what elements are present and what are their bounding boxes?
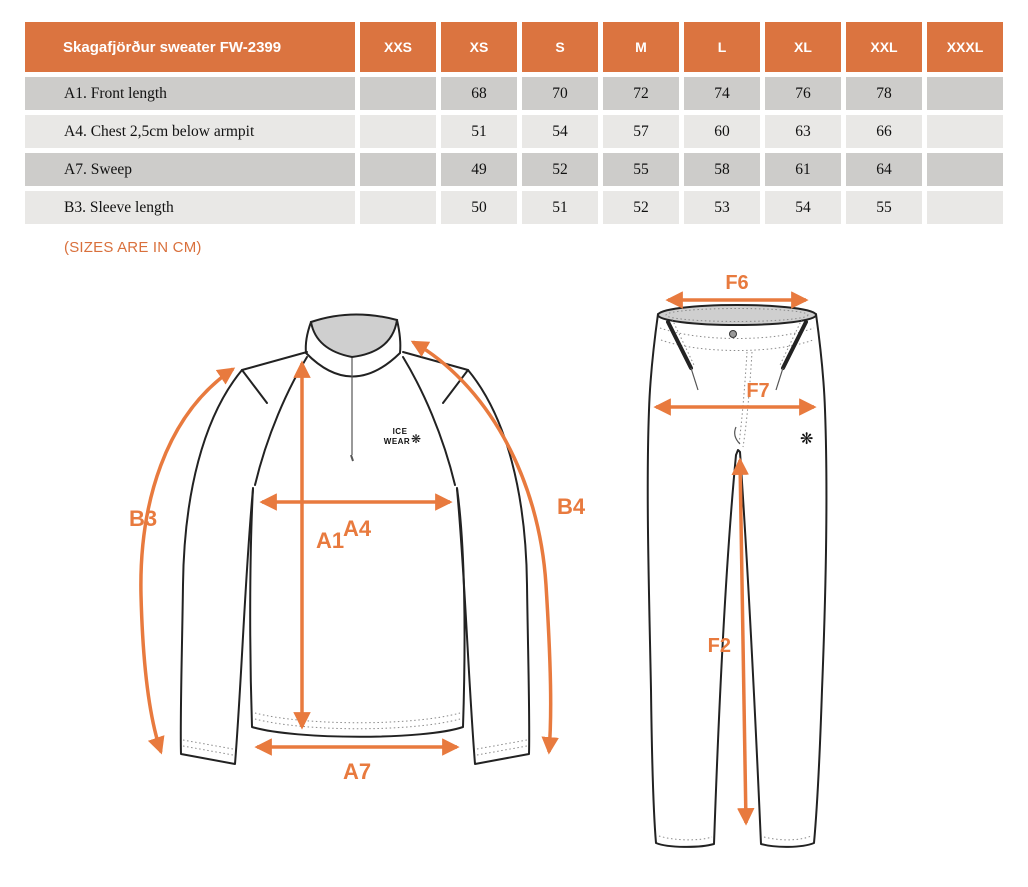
table-cell: 54 — [765, 191, 841, 224]
f6-label: F6 — [725, 272, 749, 294]
f7-label: F7 — [746, 380, 770, 402]
a7-label: A7 — [342, 759, 372, 784]
size-header-m: M — [603, 22, 679, 72]
size-header-s: S — [522, 22, 598, 72]
table-cell: 52 — [603, 191, 679, 224]
size-table — [25, 22, 1003, 224]
table-cell: 57 — [603, 115, 679, 148]
size-header-xl: XL — [765, 22, 841, 72]
row-label: A1. Front length — [25, 77, 355, 110]
size-header-xxs: XXS — [360, 22, 436, 72]
b3-label: B3 — [128, 506, 158, 531]
icewear-logo — [384, 427, 421, 446]
b4-label: B4 — [556, 494, 586, 519]
table-cell: 55 — [846, 191, 922, 224]
table-cell: 63 — [765, 115, 841, 148]
table-cell: 52 — [522, 153, 598, 186]
table-cell — [927, 115, 1003, 148]
table-cell: 72 — [603, 77, 679, 110]
table-cell — [360, 115, 436, 148]
table-cell: 74 — [684, 77, 760, 110]
table-cell: 53 — [684, 191, 760, 224]
table-cell — [360, 77, 436, 110]
size-header-xxxl: XXXL — [927, 22, 1003, 72]
table-cell — [927, 191, 1003, 224]
a4-label: A4 — [342, 516, 372, 541]
table-cell: 51 — [441, 115, 517, 148]
table-cell: 76 — [765, 77, 841, 110]
pants-snowflake-icon: ❋ — [800, 429, 814, 448]
table-cell — [927, 77, 1003, 110]
table-title: Skagafjörður sweater FW-2399 — [25, 22, 355, 72]
table-cell — [360, 191, 436, 224]
table-cell: 50 — [441, 191, 517, 224]
pants-diagram — [630, 270, 850, 870]
size-header-l: L — [684, 22, 760, 72]
size-header-xs: XS — [441, 22, 517, 72]
table-cell — [927, 153, 1003, 186]
a1-label: A1 — [316, 528, 345, 553]
row-label: B3. Sleeve length — [25, 191, 355, 224]
svg-text:WEAR: WEAR — [383, 437, 411, 446]
b4-arrow — [413, 342, 551, 752]
table-cell: 51 — [522, 191, 598, 224]
waist-button — [730, 331, 737, 338]
pants-outline — [648, 305, 827, 847]
sizes-in-cm-note: (SIZES ARE IN CM) — [64, 239, 202, 256]
size-header-xxl: XXL — [846, 22, 922, 72]
row-label: A7. Sweep — [25, 153, 355, 186]
table-cell: 60 — [684, 115, 760, 148]
sweater-diagram — [95, 295, 615, 805]
table-cell: 68 — [441, 77, 517, 110]
f2-arrow — [740, 460, 746, 823]
table-cell: 54 — [522, 115, 598, 148]
table-cell: 61 — [765, 153, 841, 186]
table-cell: 55 — [603, 153, 679, 186]
table-cell: 64 — [846, 153, 922, 186]
table-cell: 66 — [846, 115, 922, 148]
table-cell: 70 — [522, 77, 598, 110]
table-cell: 49 — [441, 153, 517, 186]
f2-label: F2 — [707, 635, 731, 657]
row-label: A4. Chest 2,5cm below armpit — [25, 115, 355, 148]
table-cell: 58 — [684, 153, 760, 186]
svg-text:ICE: ICE — [392, 427, 408, 436]
table-cell: 78 — [846, 77, 922, 110]
logo-snowflake-icon: ❋ — [411, 432, 422, 446]
table-cell — [360, 153, 436, 186]
b3-arrow — [141, 369, 233, 752]
